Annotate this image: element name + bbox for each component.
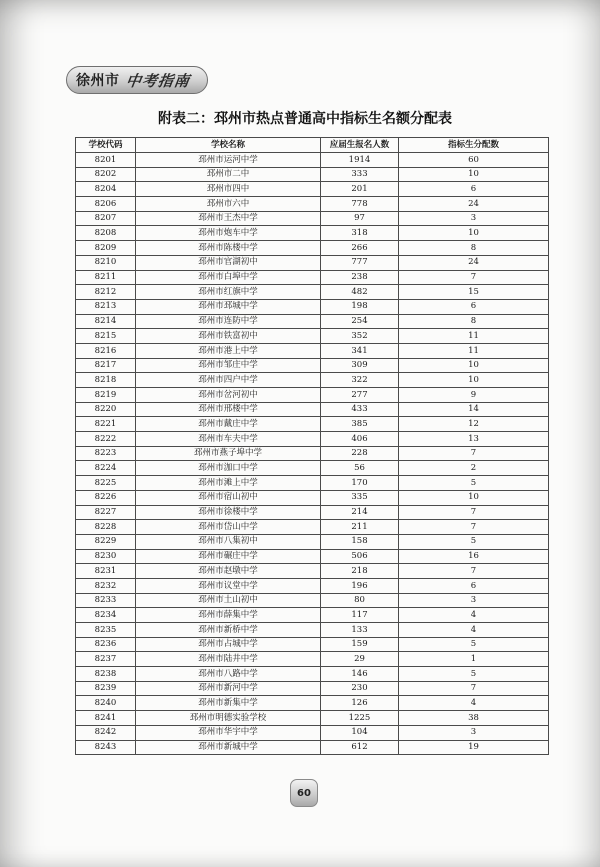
school-name-cell: 邳州市占城中学 (136, 637, 321, 652)
table-row (76, 549, 549, 564)
school-name-cell: 邳州市王杰中学 (136, 211, 321, 226)
school-code-cell: 8234 (76, 608, 136, 623)
school-name-cell: 邳州市铁富初中 (136, 329, 321, 344)
school-name-cell: 邳州市八路中学 (136, 667, 321, 682)
table-row (76, 314, 549, 329)
school-code-cell: 8239 (76, 681, 136, 696)
school-code-cell: 8220 (76, 402, 136, 417)
quota-cell: 2 (399, 461, 549, 476)
quota-allocation-table (75, 137, 549, 755)
quota-cell: 5 (399, 476, 549, 491)
quota-cell: 7 (399, 564, 549, 579)
table-row (76, 432, 549, 447)
table-row (76, 241, 549, 256)
school-name-cell: 邳州市岱山中学 (136, 520, 321, 535)
quota-cell: 5 (399, 637, 549, 652)
table-row (76, 564, 549, 579)
school-name-cell: 邳州市泇口中学 (136, 461, 321, 476)
school-name-cell: 邳州市邢楼中学 (136, 402, 321, 417)
quota-cell: 38 (399, 711, 549, 726)
applicant-count-cell: 104 (321, 725, 399, 740)
school-name-cell: 邳州市新集中学 (136, 696, 321, 711)
quota-cell: 14 (399, 402, 549, 417)
school-code-cell: 8238 (76, 667, 136, 682)
table-header-row (76, 138, 549, 153)
applicant-count-cell: 238 (321, 270, 399, 285)
table-row (76, 285, 549, 300)
quota-cell: 6 (399, 182, 549, 197)
applicant-count-cell: 385 (321, 417, 399, 432)
school-name-cell: 邳州市新桥中学 (136, 623, 321, 638)
quota-cell: 15 (399, 285, 549, 300)
applicant-count-cell: 341 (321, 343, 399, 358)
table-row (76, 329, 549, 344)
quota-cell: 24 (399, 197, 549, 212)
applicant-count-cell: 266 (321, 241, 399, 256)
school-code-cell: 8208 (76, 226, 136, 241)
table-row (76, 255, 549, 270)
school-name-cell: 邳州市薛集中学 (136, 608, 321, 623)
school-name-cell: 邳州市徐楼中学 (136, 505, 321, 520)
table-row (76, 182, 549, 197)
applicant-count-cell: 1225 (321, 711, 399, 726)
school-code-cell: 8235 (76, 623, 136, 638)
school-name-cell: 邳州市陆井中学 (136, 652, 321, 667)
school-name-cell: 邳州市明德实验学校 (136, 711, 321, 726)
school-name-cell: 邳州市连防中学 (136, 314, 321, 329)
table-row (76, 534, 549, 549)
school-code-cell: 8230 (76, 549, 136, 564)
school-code-cell: 8204 (76, 182, 136, 197)
quota-cell: 60 (399, 153, 549, 168)
quota-cell: 12 (399, 417, 549, 432)
quota-cell: 5 (399, 534, 549, 549)
applicant-count-cell: 201 (321, 182, 399, 197)
table-row (76, 505, 549, 520)
quota-cell: 10 (399, 358, 549, 373)
applicant-count-cell: 318 (321, 226, 399, 241)
applicant-count-cell: 506 (321, 549, 399, 564)
school-code-cell: 8217 (76, 358, 136, 373)
applicant-count-cell: 333 (321, 167, 399, 182)
school-code-cell: 8218 (76, 373, 136, 388)
applicant-count-cell: 612 (321, 740, 399, 755)
applicant-count-cell: 214 (321, 505, 399, 520)
table-row (76, 637, 549, 652)
school-code-cell: 8226 (76, 490, 136, 505)
applicant-count-cell: 196 (321, 578, 399, 593)
table-body (76, 153, 549, 755)
table-row (76, 167, 549, 182)
column-header-school-name: 学校名称 (136, 138, 321, 153)
applicant-count-cell: 230 (321, 681, 399, 696)
school-code-cell: 8222 (76, 432, 136, 447)
table-row (76, 153, 549, 168)
school-name-cell: 邳州市白埠中学 (136, 270, 321, 285)
school-code-cell: 8242 (76, 725, 136, 740)
applicant-count-cell: 433 (321, 402, 399, 417)
applicant-count-cell: 322 (321, 373, 399, 388)
header-city-label: 徐州市 (76, 73, 120, 89)
school-name-cell: 邳州市四户中学 (136, 373, 321, 388)
school-code-cell: 8206 (76, 197, 136, 212)
quota-cell: 8 (399, 241, 549, 256)
quota-cell: 7 (399, 681, 549, 696)
school-code-cell: 8241 (76, 711, 136, 726)
table-row (76, 358, 549, 373)
school-code-cell: 8202 (76, 167, 136, 182)
applicant-count-cell: 1914 (321, 153, 399, 168)
school-code-cell: 8219 (76, 388, 136, 403)
quota-cell: 6 (399, 578, 549, 593)
page-title: 附表二：邳州市热点普通高中指标生名额分配表 (158, 111, 452, 127)
school-code-cell: 8227 (76, 505, 136, 520)
quota-cell: 3 (399, 211, 549, 226)
school-name-cell: 邳州市红旗中学 (136, 285, 321, 300)
applicant-count-cell: 777 (321, 255, 399, 270)
table-row (76, 402, 549, 417)
school-name-cell: 邳州市议堂中学 (136, 578, 321, 593)
applicant-count-cell: 309 (321, 358, 399, 373)
column-header-quota: 指标生分配数 (399, 138, 549, 153)
applicant-count-cell: 159 (321, 637, 399, 652)
school-code-cell: 8213 (76, 299, 136, 314)
table-row (76, 725, 549, 740)
quota-cell: 4 (399, 696, 549, 711)
school-name-cell: 邳州市岔河初中 (136, 388, 321, 403)
table-row (76, 226, 549, 241)
table-row (76, 667, 549, 682)
quota-cell: 11 (399, 343, 549, 358)
school-name-cell: 邳州市运河中学 (136, 153, 321, 168)
school-code-cell: 8207 (76, 211, 136, 226)
school-code-cell: 8215 (76, 329, 136, 344)
quota-cell: 11 (399, 329, 549, 344)
quota-cell: 9 (399, 388, 549, 403)
school-name-cell: 邳州市陈楼中学 (136, 241, 321, 256)
quota-cell: 13 (399, 432, 549, 447)
quota-cell: 1 (399, 652, 549, 667)
table-row (76, 373, 549, 388)
quota-cell: 4 (399, 623, 549, 638)
school-code-cell: 8224 (76, 461, 136, 476)
school-code-cell: 8236 (76, 637, 136, 652)
applicant-count-cell: 778 (321, 197, 399, 212)
applicant-count-cell: 133 (321, 623, 399, 638)
school-name-cell: 邳州市戴庄中学 (136, 417, 321, 432)
table-row (76, 740, 549, 755)
school-name-cell: 邳州市燕子埠中学 (136, 446, 321, 461)
applicant-count-cell: 335 (321, 490, 399, 505)
school-name-cell: 邳州市港上中学 (136, 343, 321, 358)
school-name-cell: 邳州市四中 (136, 182, 321, 197)
applicant-count-cell: 158 (321, 534, 399, 549)
page-number: 60 (290, 779, 318, 807)
quota-cell: 3 (399, 725, 549, 740)
school-name-cell: 邳州市碾庄中学 (136, 549, 321, 564)
school-name-cell: 邳州市车夫中学 (136, 432, 321, 447)
quota-cell: 3 (399, 593, 549, 608)
book-header-logo (66, 66, 208, 94)
quota-cell: 7 (399, 520, 549, 535)
table-row (76, 299, 549, 314)
table-row (76, 623, 549, 638)
applicant-count-cell: 254 (321, 314, 399, 329)
school-name-cell: 邳州市邳城中学 (136, 299, 321, 314)
table-row (76, 490, 549, 505)
school-name-cell: 邳州市赵墩中学 (136, 564, 321, 579)
applicant-count-cell: 198 (321, 299, 399, 314)
quota-cell: 24 (399, 255, 549, 270)
table-row (76, 270, 549, 285)
school-code-cell: 8214 (76, 314, 136, 329)
school-code-cell: 8221 (76, 417, 136, 432)
table-row (76, 476, 549, 491)
school-code-cell: 8212 (76, 285, 136, 300)
quota-cell: 19 (399, 740, 549, 755)
school-code-cell: 8243 (76, 740, 136, 755)
school-name-cell: 邳州市滩上中学 (136, 476, 321, 491)
school-code-cell: 8211 (76, 270, 136, 285)
applicant-count-cell: 126 (321, 696, 399, 711)
quota-cell: 5 (399, 667, 549, 682)
quota-cell: 8 (399, 314, 549, 329)
table-row (76, 608, 549, 623)
applicant-count-cell: 277 (321, 388, 399, 403)
school-name-cell: 邳州市新城中学 (136, 740, 321, 755)
applicant-count-cell: 218 (321, 564, 399, 579)
school-name-cell: 邳州市炮车中学 (136, 226, 321, 241)
school-name-cell: 邳州市土山初中 (136, 593, 321, 608)
school-name-cell: 邳州市华宇中学 (136, 725, 321, 740)
school-code-cell: 8223 (76, 446, 136, 461)
applicant-count-cell: 482 (321, 285, 399, 300)
school-code-cell: 8240 (76, 696, 136, 711)
header-logo-lettering: 中考指南 (124, 71, 191, 90)
table-row (76, 388, 549, 403)
school-code-cell: 8237 (76, 652, 136, 667)
table-row (76, 681, 549, 696)
table-row (76, 417, 549, 432)
table-row (76, 696, 549, 711)
table-row (76, 520, 549, 535)
table-row (76, 211, 549, 226)
quota-cell: 10 (399, 226, 549, 241)
quota-cell: 10 (399, 490, 549, 505)
school-code-cell: 8210 (76, 255, 136, 270)
quota-cell: 10 (399, 167, 549, 182)
applicant-count-cell: 352 (321, 329, 399, 344)
school-code-cell: 8201 (76, 153, 136, 168)
quota-cell: 16 (399, 549, 549, 564)
school-code-cell: 8216 (76, 343, 136, 358)
column-header-school-code: 学校代码 (76, 138, 136, 153)
school-code-cell: 8229 (76, 534, 136, 549)
applicant-count-cell: 117 (321, 608, 399, 623)
school-name-cell: 邳州市邹庄中学 (136, 358, 321, 373)
applicant-count-cell: 228 (321, 446, 399, 461)
school-code-cell: 8209 (76, 241, 136, 256)
table-row (76, 197, 549, 212)
school-name-cell: 邳州市六中 (136, 197, 321, 212)
school-name-cell: 邳州市宿山初中 (136, 490, 321, 505)
school-name-cell: 邳州市二中 (136, 167, 321, 182)
table-row (76, 578, 549, 593)
school-code-cell: 8233 (76, 593, 136, 608)
table-row (76, 593, 549, 608)
applicant-count-cell: 29 (321, 652, 399, 667)
table-row (76, 711, 549, 726)
school-code-cell: 8228 (76, 520, 136, 535)
school-name-cell: 邳州市新河中学 (136, 681, 321, 696)
applicant-count-cell: 56 (321, 461, 399, 476)
applicant-count-cell: 146 (321, 667, 399, 682)
column-header-applicant-count: 应届生报名人数 (321, 138, 399, 153)
applicant-count-cell: 80 (321, 593, 399, 608)
school-code-cell: 8231 (76, 564, 136, 579)
applicant-count-cell: 211 (321, 520, 399, 535)
table-row (76, 343, 549, 358)
quota-cell: 7 (399, 270, 549, 285)
applicant-count-cell: 170 (321, 476, 399, 491)
quota-cell: 7 (399, 446, 549, 461)
table-row (76, 461, 549, 476)
applicant-count-cell: 406 (321, 432, 399, 447)
school-name-cell: 邳州市八集初中 (136, 534, 321, 549)
school-code-cell: 8232 (76, 578, 136, 593)
school-name-cell: 邳州市官湖初中 (136, 255, 321, 270)
table-row (76, 652, 549, 667)
quota-cell: 7 (399, 505, 549, 520)
applicant-count-cell: 97 (321, 211, 399, 226)
table-row (76, 446, 549, 461)
quota-cell: 4 (399, 608, 549, 623)
quota-cell: 10 (399, 373, 549, 388)
quota-cell: 6 (399, 299, 549, 314)
school-code-cell: 8225 (76, 476, 136, 491)
